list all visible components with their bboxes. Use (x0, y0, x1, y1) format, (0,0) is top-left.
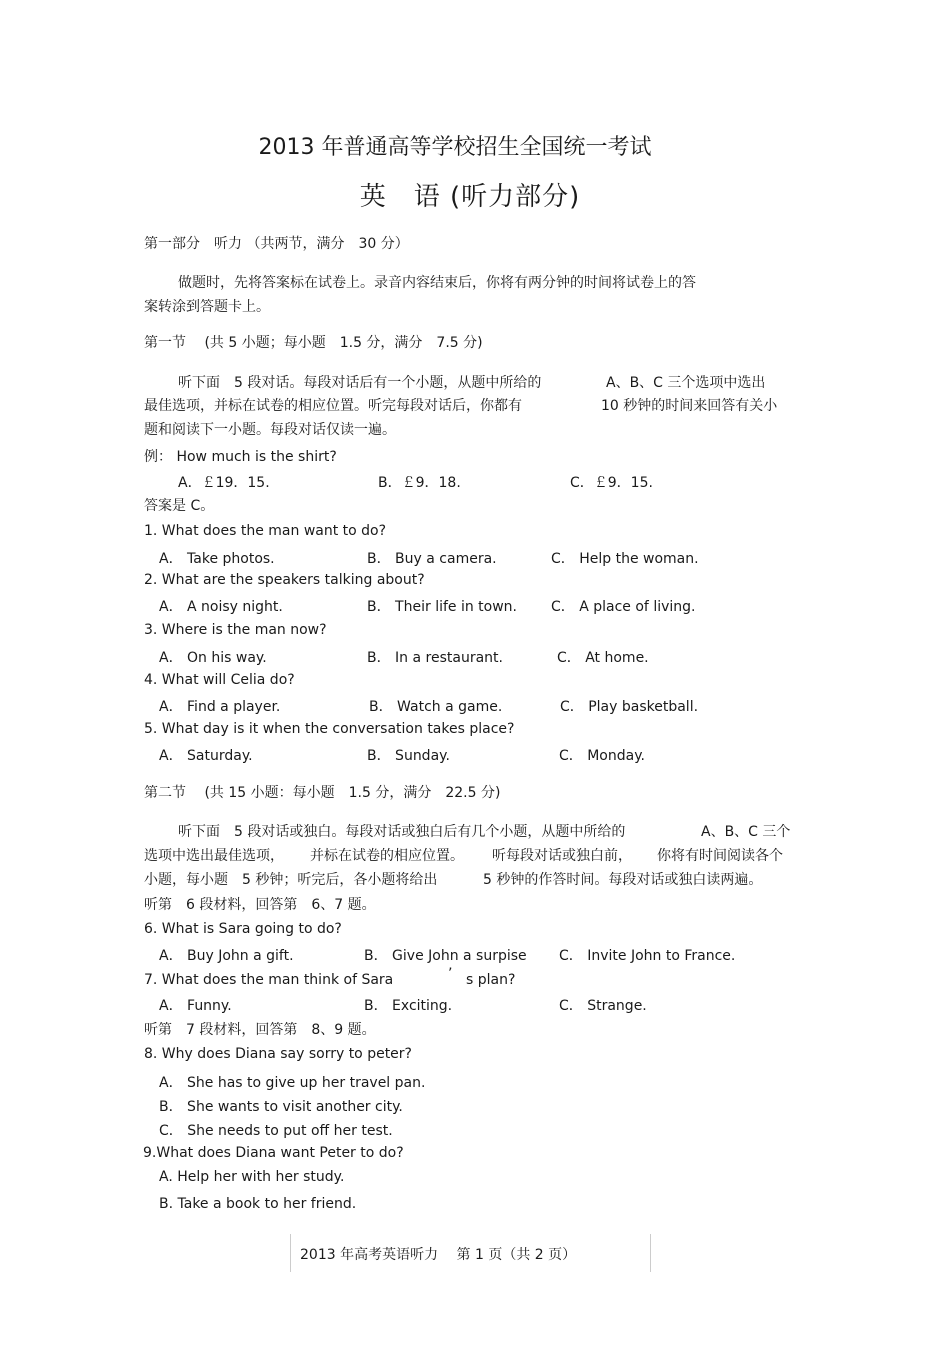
section2-instruction-line3-end: 5 秒钟的作答时间。每段对话或独白读两遍。 (483, 872, 763, 888)
example-question: 例： How much is the shirt? (144, 449, 337, 465)
q7-option-c: C． Strange. (559, 998, 647, 1014)
part1-heading: 第一部分 听力 （共两节，满分 30 分） (144, 236, 409, 252)
q1-option-a: A． Take photos. (159, 551, 275, 567)
section2-instruction-line1-end: A、B、C 三个 (701, 824, 791, 840)
question-9: 9.What does Diana want Peter to do? (143, 1145, 404, 1161)
q4-option-c: C． Play basketball. (560, 699, 699, 715)
q2-option-b: B． Their life in town. (367, 599, 518, 615)
q5-option-a: A． Saturday. (159, 748, 253, 764)
q7-option-b: B． Exciting. (364, 998, 453, 1014)
exam-title: 2013 年普通高等学校招生全国统一考试 (258, 135, 652, 160)
q8-option-a: A． She has to give up her travel pan. (159, 1075, 426, 1091)
question-1: 1. What does the man want to do? (144, 523, 387, 539)
q3-option-b: B． In a restaurant. (367, 650, 503, 666)
q8-option-c: C． She needs to put off her test. (159, 1123, 393, 1139)
page-footer: 2013 年高考英语听力 第 1 页（共 2 页） (300, 1247, 577, 1263)
question-5: 5. What day is it when the conversation takes place? (144, 721, 515, 737)
q6-option-c: C． Invite John to France. (559, 948, 736, 964)
q3-option-c: C． At home. (557, 650, 649, 666)
part1-instruction-line1: 做题时，先将答案标在试卷上。录音内容结束后，你将有两分钟的时间将试卷上的答 (178, 275, 696, 291)
section2-instruction-line1: 听下面 5 段对话或独白。每段对话或独白后有几个小题，从题中所给的 (178, 824, 626, 840)
section1-heading: 第一节 (共 5 小题；每小题 1.5 分，满分 7.5 分) (144, 335, 483, 351)
q4-option-b: B． Watch a game. (369, 699, 503, 715)
q5-option-c: C． Monday. (559, 748, 645, 764)
section2-instruction-line3: 小题，每小题 5 秒钟；听完后，各小题将给出 (144, 872, 438, 888)
section1-instruction-line1: 听下面 5 段对话。每段对话后有一个小题，从题中所给的 (178, 375, 542, 391)
example-option-c: C．￡9．15. (570, 475, 653, 491)
question-7-apostrophe: ’ (448, 966, 453, 982)
material-6-note: 听第 6 段材料，回答第 6、7 题。 (144, 897, 376, 913)
part1-instruction-line2: 案转涂到答题卡上。 (144, 299, 270, 315)
example-answer: 答案是 C。 (144, 498, 215, 514)
subject-title: 英 语 (听力部分) (359, 182, 581, 212)
section2-instruction-line2-b: 并标在试卷的相应位置。 (310, 848, 464, 864)
section1-instruction-line1-end: A、B、C 三个选项中选出 (606, 375, 766, 391)
q5-option-b: B． Sunday. (367, 748, 450, 764)
question-8: 8. Why does Diana say sorry to peter? (144, 1046, 412, 1062)
example-option-a: A．￡19．15. (178, 475, 270, 491)
q2-option-a: A． A noisy night. (159, 599, 283, 615)
q3-option-a: A． On his way. (159, 650, 267, 666)
question-3: 3. Where is the man now? (144, 622, 327, 638)
section1-instruction-line3: 题和阅读下一小题。每段对话仅读一遍。 (144, 422, 396, 438)
section2-heading: 第二节 (共 15 小题：每小题 1.5 分，满分 22.5 分) (144, 785, 501, 801)
section1-instruction-line2-end: 10 秒钟的时间来回答有关小 (601, 398, 778, 414)
q8-option-b: B． She wants to visit another city. (159, 1099, 403, 1115)
q1-option-b: B． Buy a camera. (367, 551, 497, 567)
q6-option-b: B． Give John a surpise (364, 948, 527, 964)
footer-left-rule (290, 1234, 291, 1272)
question-6: 6. What is Sara going to do? (144, 921, 342, 937)
q4-option-a: A． Find a player. (159, 699, 281, 715)
question-7: 7. What does the man think of Sara (144, 972, 394, 988)
q9-option-a: A. Help her with her study. (159, 1169, 345, 1185)
question-2: 2. What are the speakers talking about? (144, 572, 425, 588)
footer-right-rule (650, 1234, 651, 1272)
section2-instruction-line2-d: 你将有时间阅读各个 (657, 848, 783, 864)
section2-instruction-line2-a: 选项中选出最佳选项， (144, 848, 284, 864)
question-4: 4. What will Celia do? (144, 672, 295, 688)
q6-option-a: A． Buy John a gift. (159, 948, 294, 964)
example-option-b: B．￡9．18. (378, 475, 461, 491)
q1-option-c: C． Help the woman. (551, 551, 699, 567)
q2-option-c: C． A place of living. (551, 599, 696, 615)
q7-option-a: A． Funny. (159, 998, 232, 1014)
material-7-note: 听第 7 段材料，回答第 8、9 题。 (144, 1022, 376, 1038)
question-7-end: s plan? (466, 972, 516, 988)
section2-instruction-line2-c: 听每段对话或独白前， (492, 848, 632, 864)
section1-instruction-line2: 最佳选项，并标在试卷的相应位置。听完每段对话后，你都有 (144, 398, 522, 414)
q9-option-b: B. Take a book to her friend. (159, 1196, 357, 1212)
